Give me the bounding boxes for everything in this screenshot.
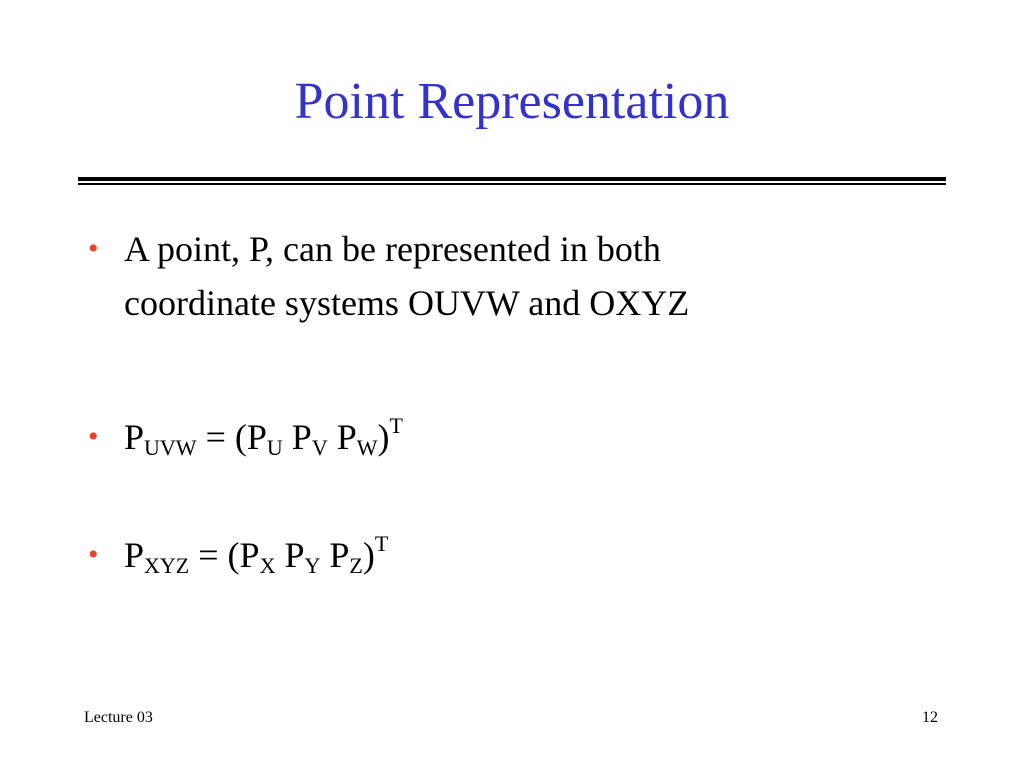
- slide-title: Point Representation: [294, 73, 730, 130]
- footer-page-number: 12: [922, 709, 938, 726]
- bullet-marker: •: [88, 538, 99, 571]
- title-divider-thin: [78, 183, 946, 185]
- footer-lecture-label: Lecture 03: [84, 709, 153, 726]
- equation-puvw: $P_{UVW} = (P_U$ $P_V$ $P_W)^T$: [124, 413, 403, 460]
- bullet-marker: •: [88, 420, 99, 453]
- bullet-marker: •: [88, 232, 99, 265]
- bullet-text-line-1: A point, P, can be represented in both: [124, 229, 661, 269]
- bullet-item-point-representation: [82, 222, 1004, 330]
- bullet-item-puvw-equation: [82, 410, 403, 464]
- title-divider-thick: [78, 177, 946, 181]
- bullet-item-pxyz-equation: [82, 528, 388, 582]
- equation-pxyz: $P_{XYZ} = (P_X$ $P_Y$ $P_Z)^T$: [124, 531, 389, 578]
- bullet-text-line-2: coordinate systems OUVW and OXYZ: [124, 283, 690, 323]
